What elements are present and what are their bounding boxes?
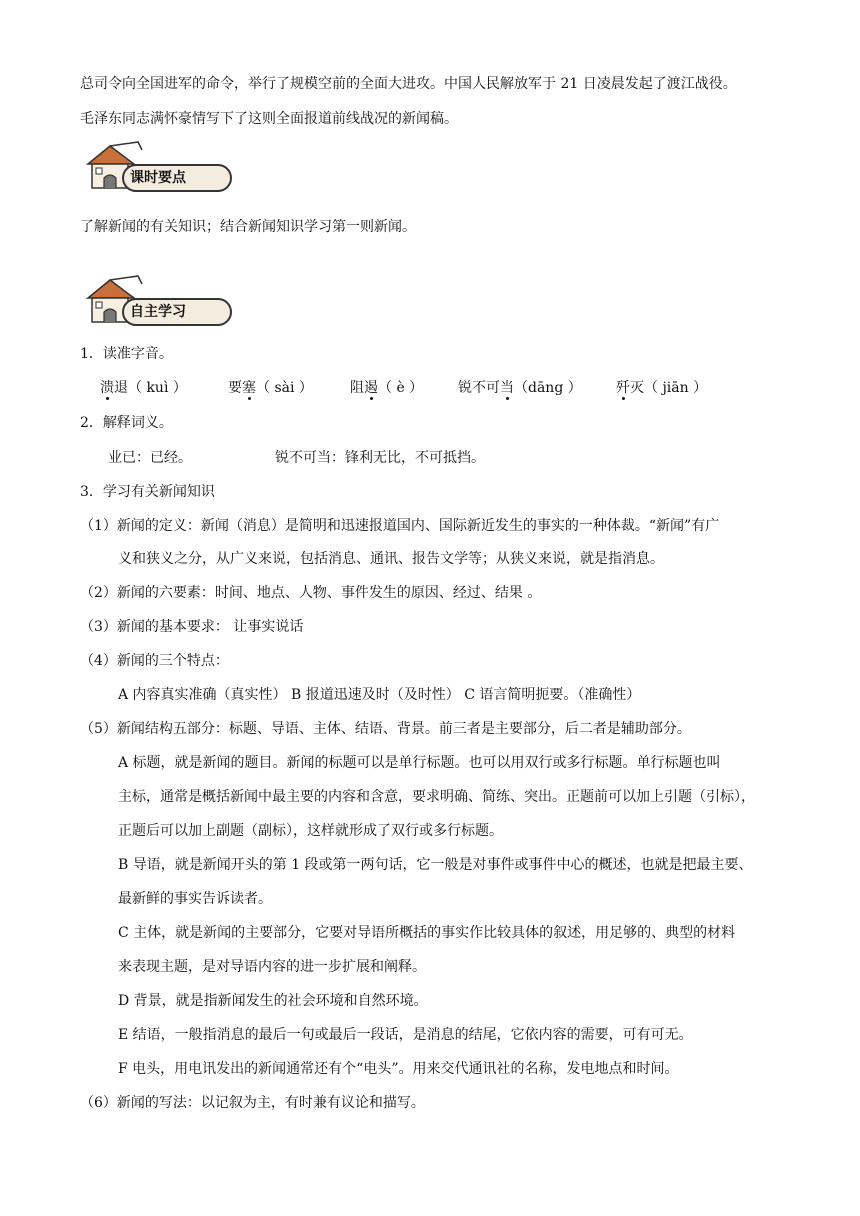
intro-line-1: 总司令向全国进军的命令，举行了规模空前的全面大进攻。中国人民解放军于 21 日凌晨发起了渡江战役。 — [80, 76, 737, 92]
paragraph-5a-2: 主标，通常是概括新闻中最主要的内容和含意，要求明确、简练、突出。正题前可以加上引题（引标）， — [118, 789, 755, 805]
paragraph-5a-3: 正题后可以加上副题（副标），这样就形成了双行或多行标题。 — [118, 823, 503, 839]
pinyin-item: 溃退（ kuì ） — [100, 380, 187, 396]
paragraph-5: （5）新闻结构五部分：标题、导语、主体、结语、背景。前三者是主要部分，后二者是辅助部分。 — [80, 721, 691, 737]
paragraph-3: （3）新闻的基本要求： 让事实说话 — [80, 619, 304, 635]
pinyin-item: 歼灭（ jiān ） — [616, 380, 708, 396]
paragraph-6: （6）新闻的写法：以记叙为主，有时兼有议论和描写。 — [80, 1095, 425, 1111]
section-banner-selfstudy — [82, 272, 232, 330]
section-label — [122, 298, 232, 326]
pinyin-list — [100, 378, 740, 398]
definition-1: 业已：已经。 — [108, 450, 192, 466]
paragraph-5d: D 背景，就是指新闻发生的社会环境和自然环境。 — [118, 993, 428, 1009]
paragraph-5e: E 结语，一般指消息的最后一句或最后一段话，是消息的结尾，它依内容的需要，可有可无。 — [118, 1027, 693, 1043]
keypoints-text: 了解新闻的有关知识；结合新闻知识学习第一则新闻。 — [80, 219, 416, 235]
paragraph-5b-2: 最新鲜的事实告诉读者。 — [118, 891, 272, 907]
section-title: 自主学习 — [130, 304, 186, 320]
paragraph-5c-1: C 主体，就是新闻的主要部分，它要对导语所概括的事实作比较具体的叙述，用足够的、典型的材料 — [118, 925, 736, 941]
paragraph-5c-2: 来表现主题，是对导语内容的进一步扩展和阐释。 — [118, 959, 426, 975]
intro-line-2: 毛泽东同志满怀豪情写下了这则全面报道前线战况的新闻稿。 — [80, 111, 458, 127]
section-label — [122, 164, 232, 192]
paragraph-5f: F 电头，用电讯发出的新闻通常还有个“电头”。用来交代通讯社的名称，发电地点和时间。 — [118, 1061, 679, 1077]
pinyin-item: 要塞（ sài ） — [228, 380, 313, 396]
paragraph-1b: 义和狭义之分，从广义来说，包括消息、通讯、报告文学等；从狭义来说，就是指消息。 — [118, 551, 664, 567]
paragraph-1a: （1）新闻的定义：新闻（消息）是简明和迅速报道国内、国际新近发生的事实的一种体裁。“新闻”有广 — [80, 518, 720, 534]
paragraph-4-items: A 内容真实准确（真实性） B 报道迅速及时（及时性） C 语言简明扼要。（准确性） — [118, 687, 641, 703]
question-1: 1．读准字音。 — [80, 346, 173, 362]
section-banner-keypoints — [82, 138, 232, 196]
paragraph-2: （2）新闻的六要素：时间、地点、人物、事件发生的原因、经过、结果 。 — [80, 585, 542, 601]
paragraph-4: （4）新闻的三个特点： — [80, 653, 229, 669]
section-title: 课时要点 — [130, 170, 186, 186]
question-2: 2．解释词义。 — [80, 415, 173, 431]
pinyin-item: 阻遏（ è ） — [350, 380, 424, 396]
question-3: 3．学习有关新闻知识 — [80, 484, 215, 500]
definition-2: 锐不可当：锋利无比，不可抵挡。 — [275, 450, 485, 466]
paragraph-5b-1: B 导语，就是新闻开头的第 1 段或第一两句话，它一般是对事件或事件中心的概述，也就是把最主要、 — [118, 857, 753, 873]
paragraph-5a-1: A 标题，就是新闻的题目。新闻的标题可以是单行标题。也可以用双行或多行标题。单行标题也叫 — [118, 755, 721, 771]
pinyin-item: 锐不可当（dāng ） — [458, 380, 582, 396]
